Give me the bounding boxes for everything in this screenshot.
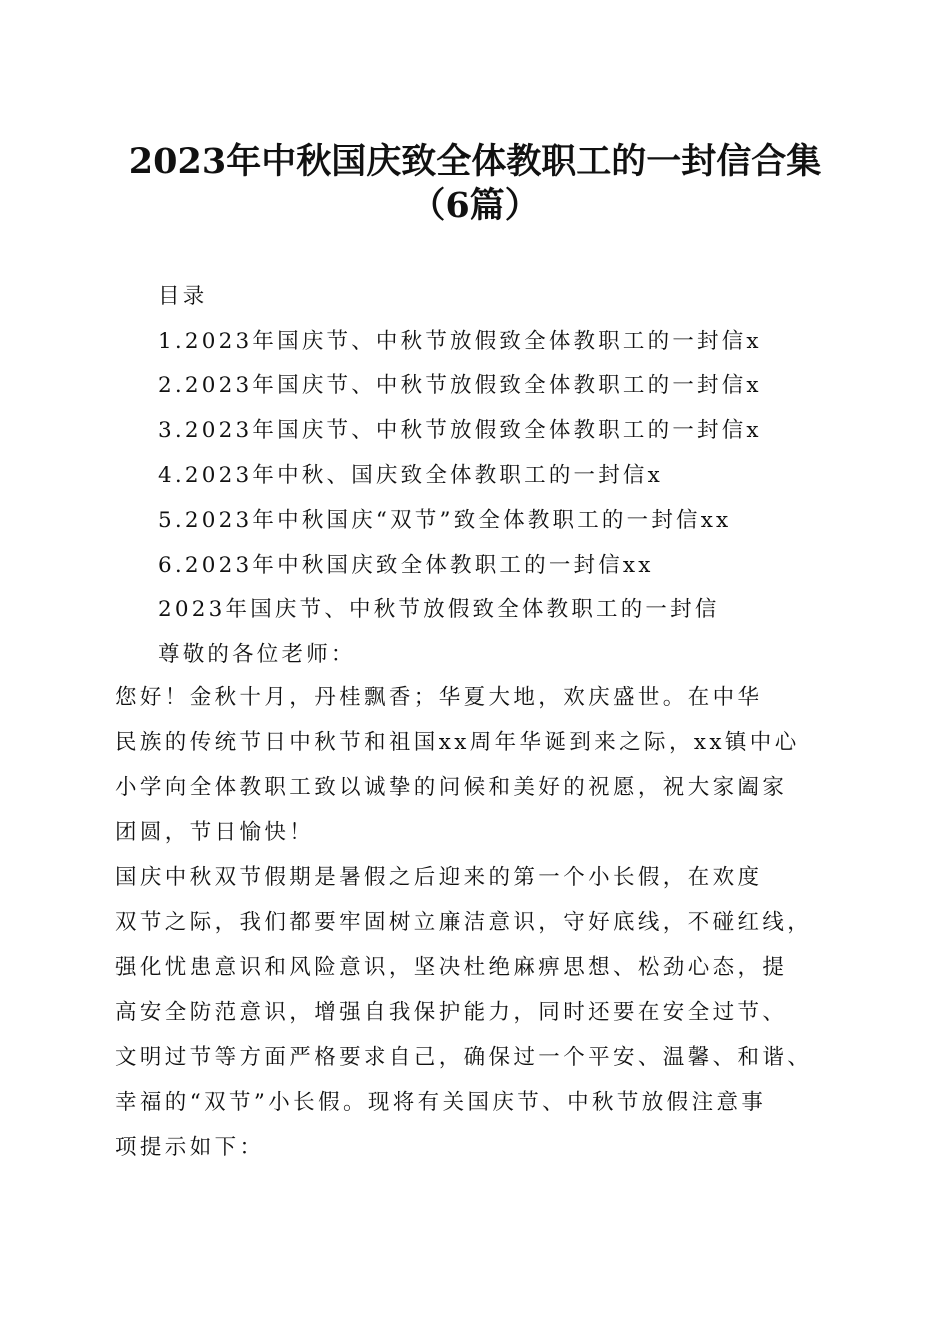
toc-item-6[interactable]: 6.2023年中秋国庆致全体教职工的一封信xx <box>158 553 654 578</box>
paragraph-2-line-1: 国庆中秋双节假期是暑假之后迎来的第一个小长假，在欢度 <box>115 865 763 890</box>
paragraph-2-line-7: 项提示如下： <box>115 1135 265 1160</box>
paragraph-2-line-4: 高安全防范意识，增强自我保护能力，同时还要在安全过节、 <box>115 1000 788 1025</box>
toc-item-5[interactable]: 5.2023年中秋国庆“双节”致全体教职工的一封信xx <box>158 508 732 533</box>
paragraph-2-line-3: 强化忧患意识和风险意识，坚决杜绝麻痹思想、松劲心态，提 <box>115 955 788 980</box>
paragraph-2-line-6: 幸福的“双节”小长假。现将有关国庆节、中秋节放假注意事 <box>115 1090 767 1115</box>
toc-heading: 目录 <box>158 284 208 309</box>
paragraph-1-line-4: 团圆，节日愉快！ <box>115 820 315 845</box>
paragraph-1-line-3: 小学向全体教职工致以诚挚的问候和美好的祝愿，祝大家阖家 <box>115 775 788 800</box>
paragraph-1-line-2: 民族的传统节日中秋节和祖国xx周年华诞到来之际，xx镇中心 <box>115 730 800 755</box>
toc-item-1[interactable]: 1.2023年国庆节、中秋节放假致全体教职工的一封信x <box>158 329 762 354</box>
salutation: 尊敬的各位老师： <box>158 642 356 667</box>
document-title-count: （6篇） <box>410 185 540 226</box>
toc-item-4[interactable]: 4.2023年中秋、国庆致全体教职工的一封信x <box>158 463 663 488</box>
toc-item-3[interactable]: 3.2023年国庆节、中秋节放假致全体教职工的一封信x <box>158 418 762 443</box>
paragraph-1-line-1: 您好！金秋十月，丹桂飘香；华夏大地，欢庆盛世。在中华 <box>115 685 763 710</box>
paragraph-2-line-5: 文明过节等方面严格要求自己，确保过一个平安、温馨、和谐、 <box>115 1045 813 1070</box>
letter-title: 2023年国庆节、中秋节放假致全体教职工的一封信 <box>158 597 720 622</box>
paragraph-2-line-2: 双节之际，我们都要牢固树立廉洁意识，守好底线，不碰红线， <box>115 910 813 935</box>
toc-item-2[interactable]: 2.2023年国庆节、中秋节放假致全体教职工的一封信x <box>158 373 762 398</box>
document-title: 2023年中秋国庆致全体教职工的一封信合集 <box>128 141 822 182</box>
